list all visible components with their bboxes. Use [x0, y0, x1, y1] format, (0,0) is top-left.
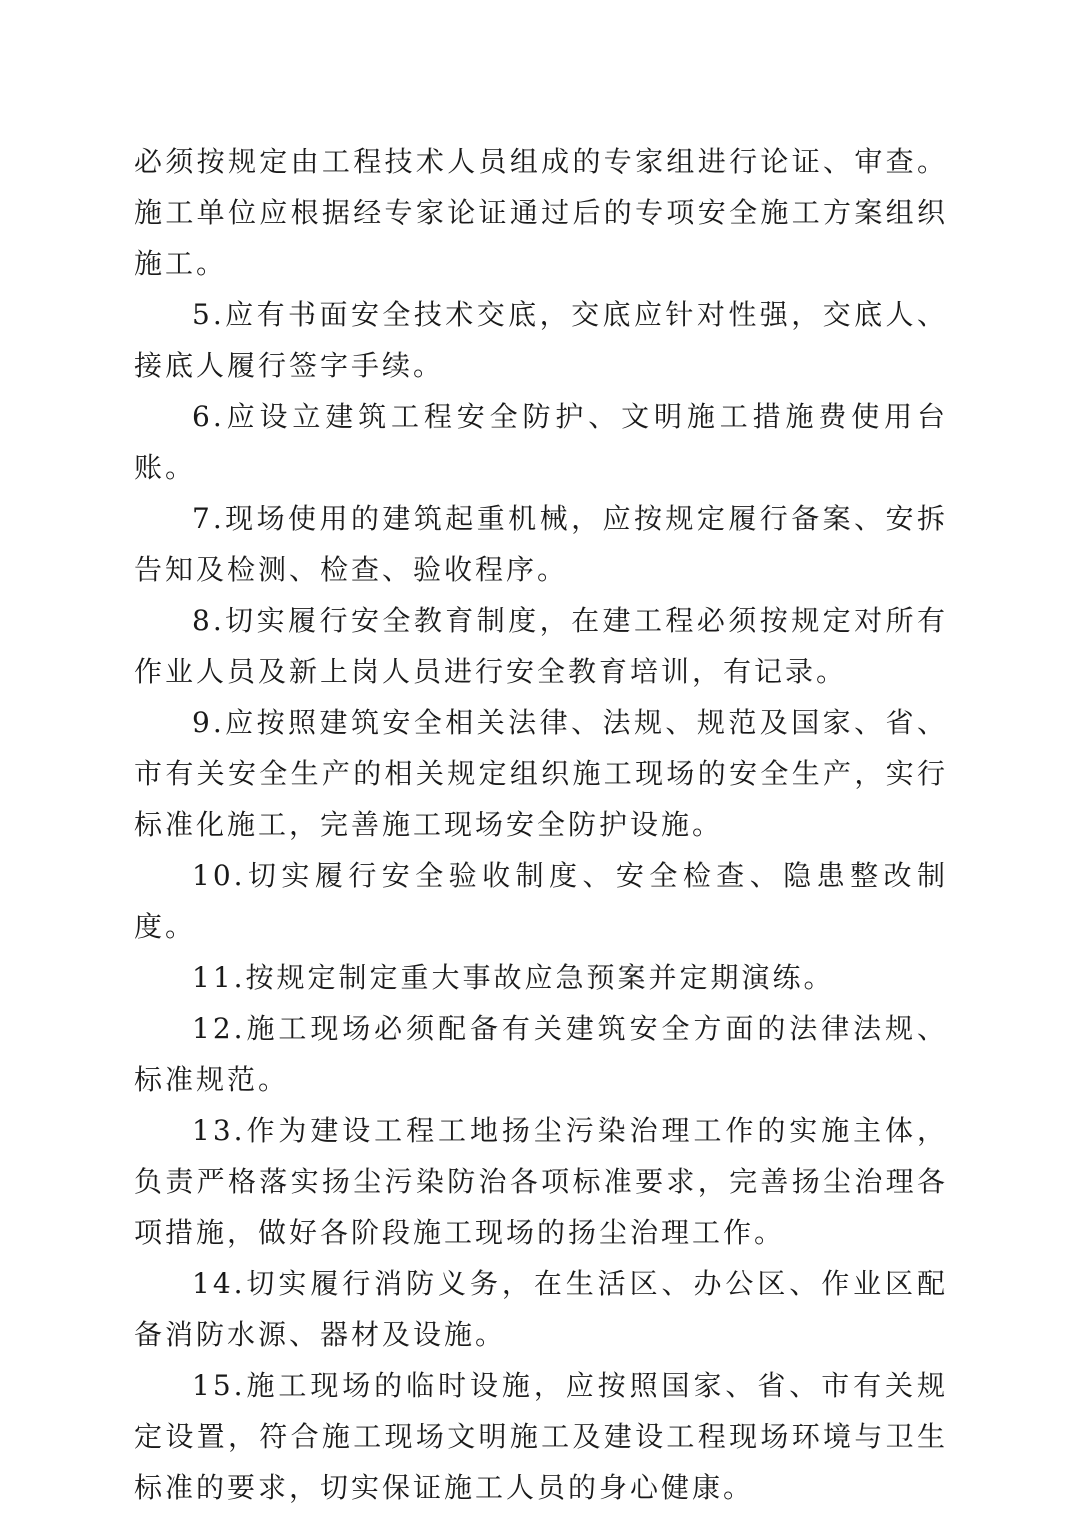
paragraph-continuation: 必须按规定由工程技术人员组成的专家组进行论证、审查。施工单位应根据经专家论证通过后的专项安全施工方案组织施工。: [134, 145, 948, 280]
paragraph-item-5: 5.应有书面安全技术交底，交底应针对性强，交底人、接底人履行签字手续。: [134, 298, 948, 382]
document-body: [134, 136, 948, 1513]
paragraph-item-14: 14.切实履行消防义务，在生活区、办公区、作业区配备消防水源、器材及设施。: [134, 1267, 948, 1351]
paragraph-item-10: 10.切实履行安全验收制度、安全检查、隐患整改制度。: [134, 859, 948, 943]
paragraph-item-7: 7.现场使用的建筑起重机械，应按规定履行备案、安拆告知及检测、检查、验收程序。: [134, 502, 948, 586]
paragraph-item-8: 8.切实履行安全教育制度，在建工程必须按规定对所有作业人员及新上岗人员进行安全教育培训，有记录。: [134, 604, 948, 688]
paragraph-item-6: 6.应设立建筑工程安全防护、文明施工措施费使用台账。: [134, 400, 948, 484]
paragraph-item-12: 12.施工现场必须配备有关建筑安全方面的法律法规、标准规范。: [134, 1012, 948, 1096]
paragraph-item-9: 9.应按照建筑安全相关法律、法规、规范及国家、省、市有关安全生产的相关规定组织施工现场的安全生产，实行标准化施工，完善施工现场安全防护设施。: [134, 706, 948, 841]
paragraph-item-15: 15.施工现场的临时设施，应按照国家、省、市有关规定设置，符合施工现场文明施工及建设工程现场环境与卫生标准的要求，切实保证施工人员的身心健康。: [134, 1369, 948, 1504]
paragraph-item-13: 13.作为建设工程工地扬尘污染治理工作的实施主体，负责严格落实扬尘污染防治各项标准要求，完善扬尘治理各项措施，做好各阶段施工现场的扬尘治理工作。: [134, 1114, 948, 1249]
paragraph-item-11: 11.按规定制定重大事故应急预案并定期演练。: [192, 961, 835, 994]
